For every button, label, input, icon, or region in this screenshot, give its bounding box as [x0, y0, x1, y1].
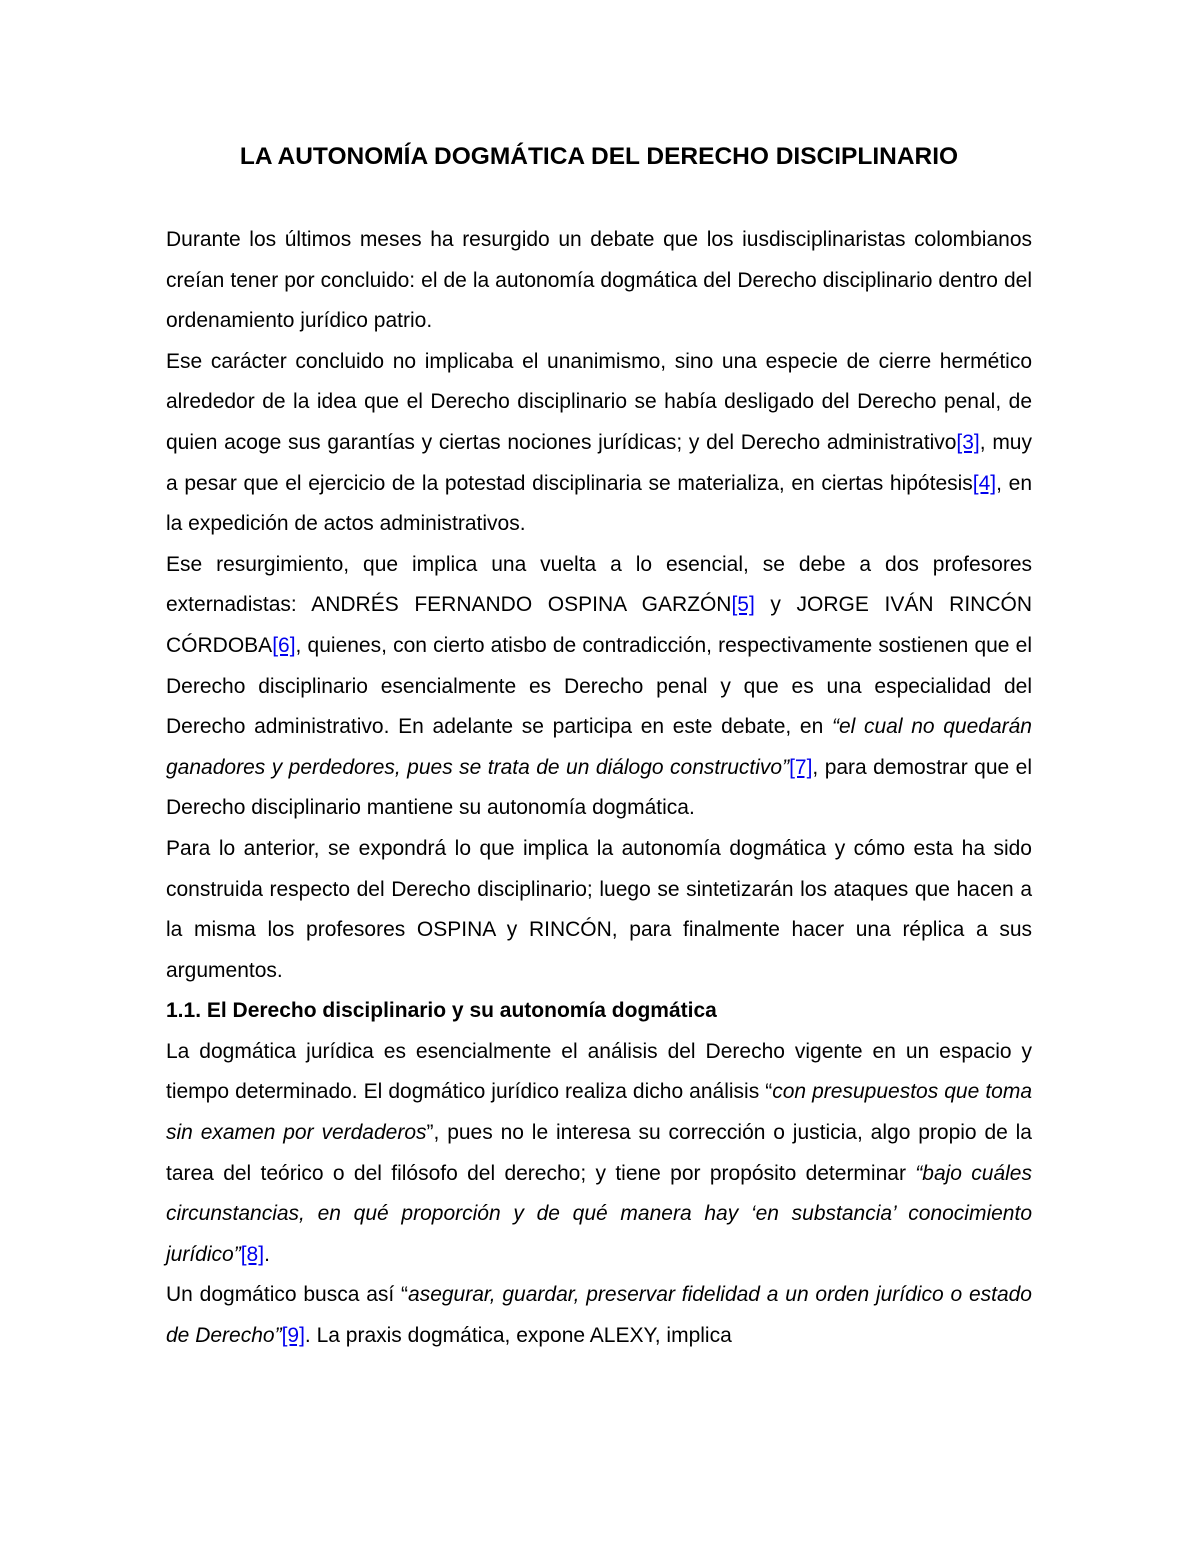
paragraph-text: Para lo anterior, se expondrá lo que implica la autonomía dogmática y cómo esta ha sido construida respecto del Derecho disciplinario; luego se sintetizarán los ataques que hacen a la misma los profesores OSPINA y RINCÓN, para finalmente hacer una réplica a sus argumentos.: [166, 836, 1032, 982]
italic-quote: “el cual no quedarán ganadores y perdedores, pues se trata de un diálogo constructivo”: [166, 715, 1032, 779]
paragraph-text: La dogmática jurídica es esencialmente el análisis del Derecho vigente en un espacio y tiempo determinado. El dogmático jurídico realiza dicho análisis “: [166, 1039, 1032, 1104]
paragraph-text: Ese resurgimiento, que implica una vuelta a lo esencial, se debe a dos profesores externadistas: ANDRÉS FERNANDO OSPINA GARZÓN: [166, 552, 1032, 617]
paragraph-plan: [166, 829, 1032, 991]
paragraph-text: . La praxis dogmática, expone ALEXY, implica: [304, 1324, 732, 1348]
footnote-link-9[interactable]: [9]: [281, 1324, 305, 1348]
footnote-link-8[interactable]: [8]: [240, 1242, 265, 1266]
paragraph-cierre: [166, 342, 1032, 545]
paragraph-text: Ese carácter concluido no implicaba el unanimismo, sino una especie de cierre hermético alrededor de la idea que el Derecho disciplinario se había desligado del Derecho penal, de quien acoge sus garantías y ciertas nociones jurídicas; y del Derecho administrativo: [166, 349, 1032, 454]
italic-quote: asegurar, guardar, preservar fidelidad a un orden jurídico o estado de Derecho”: [166, 1283, 1032, 1348]
footnote-link-6[interactable]: [6]: [272, 633, 296, 657]
paragraph-text: ”, pues no le interesa su corrección o justicia, algo propio de la tarea del teórico o del filósofo del derecho; y tiene por propósito determinar: [166, 1121, 1032, 1185]
paragraph-text: y JORGE IVÁN RINCÓN CÓRDOBA: [166, 593, 1032, 657]
title-spacer: [166, 178, 1032, 220]
document-page: [166, 136, 1032, 1357]
italic-quote: “bajo cuáles circunstancias, en qué proporción y de qué manera hay ‘en substancia’ conocimiento jurídico”: [166, 1161, 1032, 1266]
paragraph-resurgimiento: [166, 545, 1032, 829]
footnote-link-3[interactable]: [3]: [956, 430, 980, 454]
document-title: LA AUTONOMÍA DOGMÁTICA DEL DERECHO DISCIPLINARIO: [239, 143, 959, 170]
paragraph-dogmatico: [166, 1275, 1032, 1356]
paragraph-dogmatica: [166, 1032, 1032, 1276]
footnote-link-7[interactable]: [7]: [789, 755, 813, 779]
italic-quote: con presupuestos que toma sin examen por verdaderos: [166, 1080, 1032, 1145]
paragraph-text: .: [264, 1242, 270, 1266]
paragraph-text: , en la expedición de actos administrativos.: [166, 471, 1033, 536]
paragraph-text: , para demostrar que el Derecho disciplinario mantiene su autonomía dogmática.: [166, 755, 1032, 820]
paragraph-text: , muy a pesar que el ejercicio de la potestad disciplinaria se materializa, en ciertas hipótesis: [166, 430, 1032, 495]
footnote-link-4[interactable]: [4]: [972, 471, 997, 495]
paragraph-intro: [166, 220, 1032, 342]
paragraph-text: , quienes, con cierto atisbo de contradicción, respectivamente sostienen que el Derecho disciplinario esencialmente es Derecho penal y que es una especialidad del Derecho administrativo. En adelante se participa en este debate, en: [166, 633, 1032, 739]
paragraph-text: Un dogmático busca así “: [166, 1283, 409, 1307]
paragraph-text: Durante los últimos meses ha resurgido un debate que los iusdisciplinaristas colombianos creían tener por concluido: el de la autonomía dogmática del Derecho disciplinario dentro del ordenamiento jurídico patrio.: [166, 228, 1032, 333]
footnote-link-5[interactable]: [5]: [731, 593, 755, 617]
section-heading: 1.1. El Derecho disciplinario y su autonomía dogmática: [166, 999, 717, 1023]
